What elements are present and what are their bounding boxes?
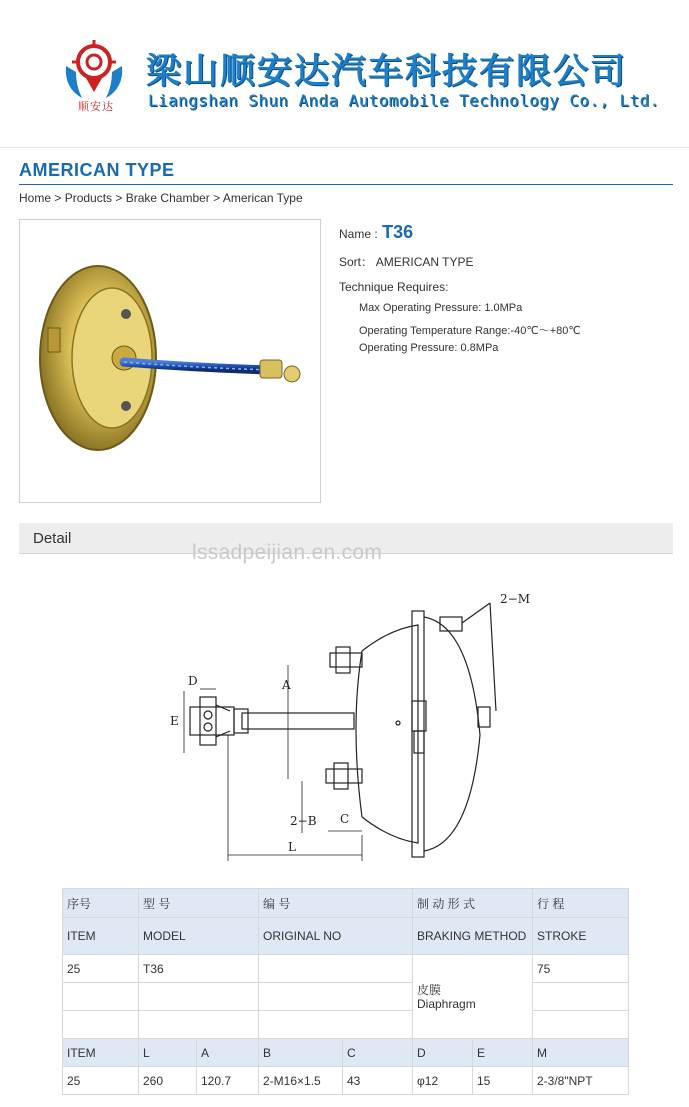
header-cell: 制 动 形 式 bbox=[413, 889, 533, 918]
table-row bbox=[63, 1011, 629, 1039]
technical-drawing bbox=[150, 585, 540, 865]
brake-chamber-photo bbox=[20, 220, 320, 502]
title-divider bbox=[19, 184, 673, 185]
spec-table bbox=[62, 888, 629, 1095]
breadcrumb-brake-chamber[interactable]: Brake Chamber bbox=[125, 191, 210, 205]
breadcrumb-home[interactable]: Home bbox=[19, 191, 52, 205]
header-cell: 型 号 bbox=[139, 889, 259, 918]
cell-braking-method: 皮膜 Diaphragm bbox=[413, 955, 533, 1039]
table-dim-row bbox=[63, 1067, 629, 1095]
dim-cell: 15 bbox=[473, 1067, 533, 1095]
dim-cell: 260 bbox=[139, 1067, 197, 1095]
cell-original-no bbox=[259, 955, 413, 983]
table-header-en bbox=[63, 918, 629, 955]
cell-empty bbox=[533, 1011, 629, 1039]
table-header-cn bbox=[63, 889, 629, 918]
header-cell: 编 号 bbox=[259, 889, 413, 918]
header-cell: ITEM bbox=[63, 918, 139, 955]
site-header bbox=[0, 0, 689, 148]
dim-label-a: A bbox=[282, 678, 291, 692]
header-cell: MODEL bbox=[139, 918, 259, 955]
dim-header-cell: ITEM bbox=[63, 1039, 139, 1067]
spec-max-pressure: Max Operating Pressure: 1.0MPa bbox=[359, 302, 523, 314]
company-name-en: Liangshan Shun Anda Automobile Technology Co., Ltd. bbox=[148, 91, 660, 110]
header-cell: BRAKING METHOD bbox=[413, 918, 533, 955]
dim-header-cell: L bbox=[139, 1039, 197, 1067]
name-value: T36 bbox=[382, 222, 414, 242]
dim-cell: 2-M16×1.5 bbox=[259, 1067, 343, 1095]
company-name-cn: 梁山顺安达汽车科技有限公司 bbox=[146, 52, 628, 92]
header-cell: STROKE bbox=[533, 918, 629, 955]
dim-header-cell: C bbox=[343, 1039, 413, 1067]
sort-value: AMERICAN TYPE bbox=[375, 255, 474, 269]
table-row bbox=[63, 955, 629, 983]
dim-header-cell: M bbox=[533, 1039, 629, 1067]
breadcrumb bbox=[19, 191, 303, 205]
name-label: Name : bbox=[339, 227, 378, 241]
breadcrumb-separator: > bbox=[209, 191, 223, 205]
cell-empty bbox=[139, 983, 259, 1011]
product-sort bbox=[339, 253, 474, 270]
dim-cell: φ12 bbox=[413, 1067, 473, 1095]
dim-label-m: 2−M bbox=[500, 592, 530, 606]
technique-label: Technique Requires: bbox=[339, 280, 449, 294]
cell-empty bbox=[259, 1011, 413, 1039]
dim-cell: 2-3/8"NPT bbox=[533, 1067, 629, 1095]
header-cell: 行 程 bbox=[533, 889, 629, 918]
cell-stroke: 75 bbox=[533, 955, 629, 983]
dim-label-l: L bbox=[288, 840, 296, 854]
breadcrumb-separator: > bbox=[112, 191, 126, 205]
breadcrumb-separator: > bbox=[51, 191, 65, 205]
table-dim-header bbox=[63, 1039, 629, 1067]
dim-label-d: D bbox=[188, 674, 198, 688]
dim-header-cell: B bbox=[259, 1039, 343, 1067]
dim-header-cell: A bbox=[197, 1039, 259, 1067]
cell-empty bbox=[63, 1011, 139, 1039]
header-cell: ORIGINAL NO bbox=[259, 918, 413, 955]
dim-label-c: C bbox=[340, 812, 350, 826]
sort-label: Sort： bbox=[339, 255, 374, 269]
breadcrumb-products[interactable]: Products bbox=[64, 191, 113, 205]
cell-item: 25 bbox=[63, 955, 139, 983]
cell-empty bbox=[259, 983, 413, 1011]
cell-empty bbox=[533, 983, 629, 1011]
spec-temperature-range: Operating Temperature Range:-40℃～+80℃ bbox=[359, 325, 581, 337]
logo-caption: 顺安达 bbox=[78, 100, 114, 113]
dim-label-b: 2−B bbox=[290, 814, 317, 828]
dim-header-cell: D bbox=[413, 1039, 473, 1067]
product-image[interactable] bbox=[19, 219, 321, 503]
detail-label: Detail bbox=[33, 530, 72, 547]
dim-cell: 120.7 bbox=[197, 1067, 259, 1095]
dim-cell: 43 bbox=[343, 1067, 413, 1095]
breadcrumb-american-type[interactable]: American Type bbox=[222, 191, 303, 205]
watermark: lssadpeijian.en.com bbox=[192, 541, 383, 564]
page-title: AMERICAN TYPE bbox=[19, 160, 175, 180]
dim-label-e: E bbox=[170, 714, 179, 728]
cell-model: T36 bbox=[139, 955, 259, 983]
spec-operating-pressure: Operating Pressure: 0.8MPa bbox=[359, 342, 499, 354]
dim-cell: 25 bbox=[63, 1067, 139, 1095]
cell-empty bbox=[63, 983, 139, 1011]
dim-header-cell: E bbox=[473, 1039, 533, 1067]
cell-empty bbox=[139, 1011, 259, 1039]
product-name bbox=[339, 222, 413, 243]
header-cell: 序号 bbox=[63, 889, 139, 918]
table-row bbox=[63, 983, 629, 1011]
